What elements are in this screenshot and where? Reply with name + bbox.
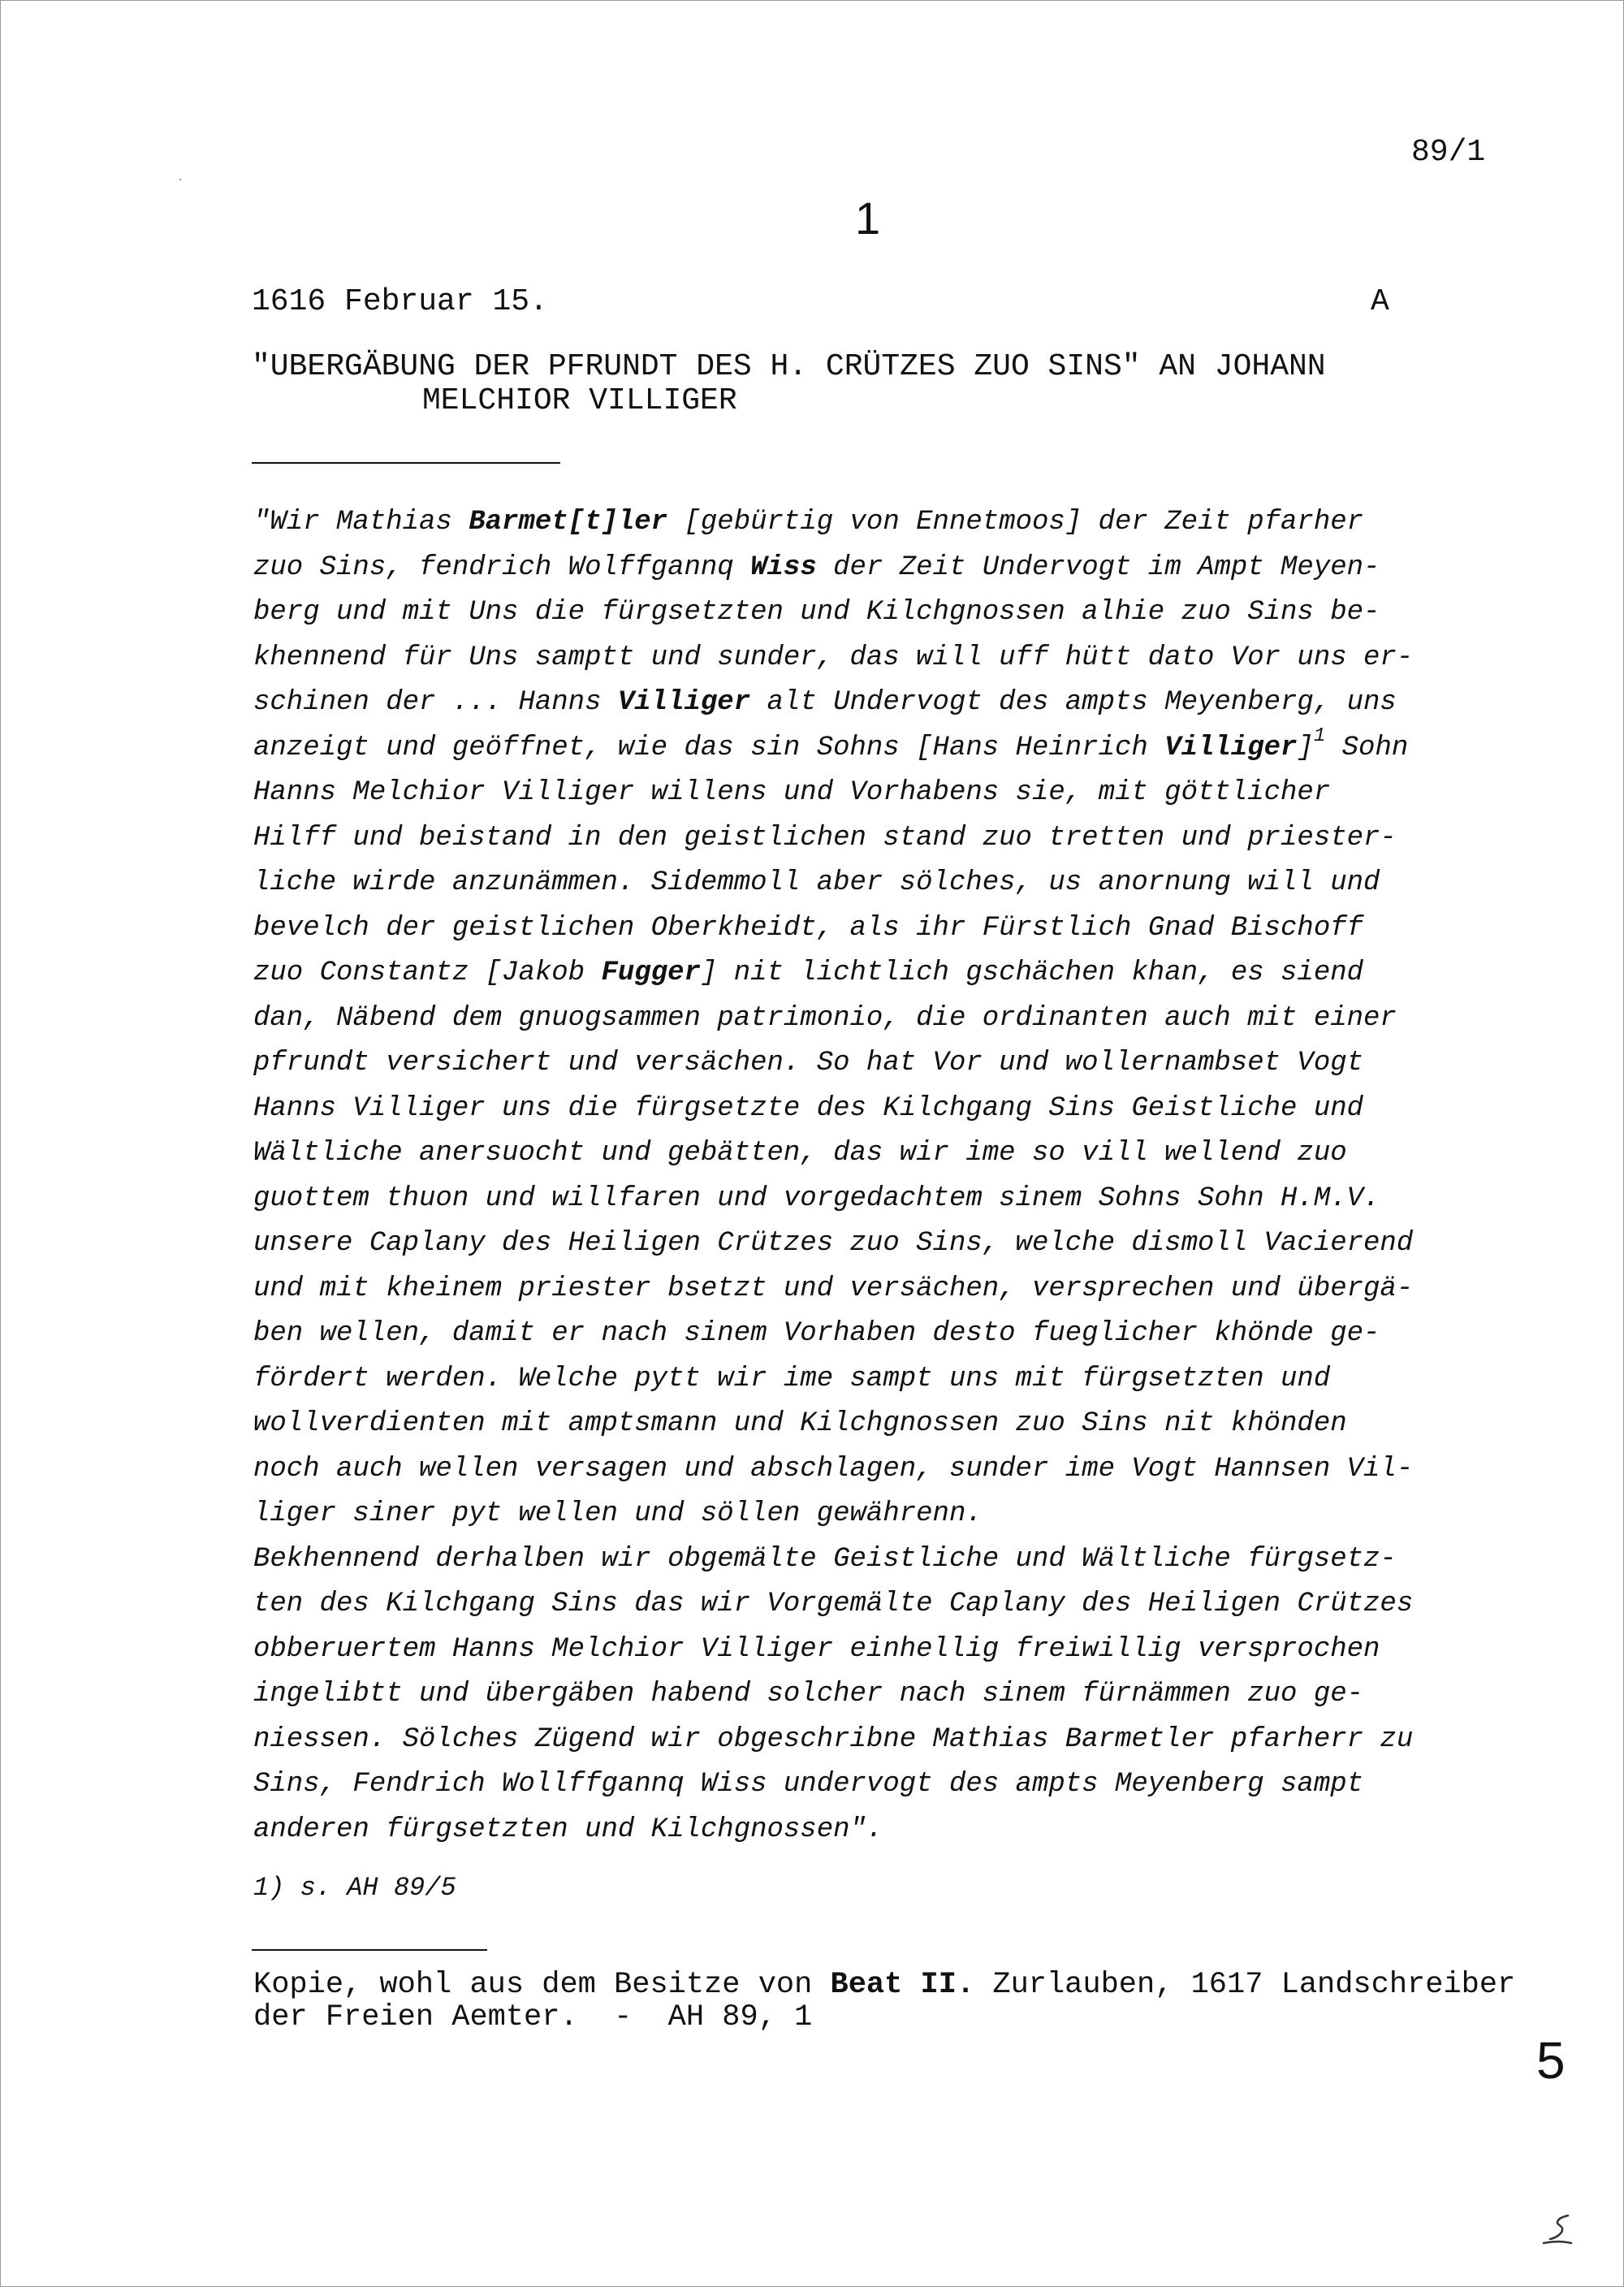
body-line: khennend für Uns samptt und sunder, das will uff hütt dato Vor uns er- [253, 642, 1414, 673]
body-line: Hanns Villiger uns die fürgsetzte des Kilchgang Sins Geistliche und [253, 1092, 1364, 1124]
body-line: ingelibtt und übergäben habend solcher nach sinem fürnämmen zuo ge- [253, 1679, 1364, 1710]
body-line: wollverdienten mit amptsmann und Kilchgnossen zuo Sins nit khönden [253, 1408, 1347, 1439]
pencil-scribble-icon [1537, 2211, 1576, 2250]
body-line: pfrundt versichert und versächen. So hat Vor und wollernambset Vogt [253, 1048, 1364, 1079]
page-reference: 89/1 [1411, 135, 1486, 170]
footnote: 1) s. AH 89/5 [253, 1873, 456, 1903]
body-line: noch auch wellen versagen und abschlagen, sunder ime Vogt Hannsen Vil- [253, 1453, 1414, 1485]
document-number: 1 [855, 192, 881, 244]
person-name: Villiger [1164, 732, 1298, 763]
body-line: unsere Caplany des Heiligen Crützes zuo Sins, welche dismoll Vacierend [253, 1228, 1414, 1259]
margin-page-number: 5 [1536, 2031, 1566, 2090]
body-line: anderen fürgsetzten und Kilchgnossen". [253, 1814, 883, 1845]
person-name: Wiss [750, 551, 817, 583]
body-line: obberuertem Hanns Melchior Villiger einhellig freiwillig versprochen [253, 1633, 1380, 1665]
body-line: "Wir Mathias Barmet[t]ler [gebürtig von Ennetmoos] der Zeit pfarher [253, 507, 1364, 538]
body-line: guottem thuon und willfaren und vorgedachtem sinem Sohns Sohn H.M.V. [253, 1182, 1380, 1214]
footer-divider [252, 1949, 487, 1951]
body-line: Sins, Fendrich Wollffgannq Wiss undervogt des ampts Meyenberg sampt [253, 1769, 1364, 1800]
document-title-line-1: "UBERGÄBUNG DER PFRUNDT DES H. CRÜTZES ZUO SINS" AN JOHANN [252, 349, 1326, 384]
body-line: Bekhennend derhalben wir obgemälte Geistliche und Wältliche fürgsetz- [253, 1543, 1397, 1575]
body-line: Hilff und beistand in den geistlichen stand zuo tretten und priester- [253, 822, 1397, 854]
body-line: Hanns Melchior Villiger willens und Vorhabens sie, mit göttlicher [253, 777, 1331, 808]
body-line: anzeigt und geöffnet, wie das sin Sohns [Hans Heinrich Villiger]$^1$ Sohn [253, 725, 1409, 763]
person-name: Villiger [617, 687, 751, 718]
body-line: schinen der ... Hanns Villiger alt Undervogt des ampts Meyenberg, uns [253, 687, 1397, 718]
body-line: bevelch der geistlichen Oberkheidt, als ihr Fürstlich Gnad Bischoff [253, 912, 1364, 944]
document-body [253, 500, 1413, 1853]
document-type-marker: A [1371, 284, 1389, 319]
body-line: niessen. Sölches Zügend wir obgeschribne Mathias Barmetler pfarherr zu [253, 1723, 1414, 1755]
body-line: Wältliche anersuocht und gebätten, das wir ime so vill wellend zuo [253, 1138, 1347, 1169]
document-title-line-2: MELCHIOR VILLIGER [422, 383, 737, 418]
body-line: dan, Näbend dem gnuogsammen patrimonio, die ordinanten auch mit einer [253, 1002, 1397, 1034]
body-line: berg und mit Uns die fürgsetzten und Kilchgnossen alhie zuo Sins be- [253, 597, 1380, 628]
document-date: 1616 Februar 15. [252, 284, 548, 319]
person-name: Barmet[t]ler [469, 507, 668, 538]
body-line: ten des Kilchgang Sins das wir Vorgemälte Caplany des Heiligen Crützes [253, 1589, 1414, 1619]
body-line: und mit kheinem priester bsetzt und versächen, versprechen und übergä- [253, 1273, 1414, 1304]
body-line: zuo Constantz [Jakob Fugger] nit lichtlich gschächen khan, es siend [253, 958, 1364, 988]
person-name: Fugger [601, 958, 701, 988]
body-line: liche wirde anzunämmen. Sidemmoll aber sölches, us anornung will und [253, 867, 1380, 898]
body-line: ben wellen, damit er nach sinem Vorhaben desto fueglicher khönde ge- [253, 1318, 1380, 1349]
header-divider [252, 462, 560, 464]
scan-speck [179, 179, 181, 180]
body-line: liger siner pyt wellen und söllen gewährenn. [253, 1498, 983, 1529]
source-note-line-2: der Freien Aemter. - AH 89, 1 [253, 2000, 813, 2034]
body-line: fördert werden. Welche pytt wir ime sampt uns mit fürgsetzten und [253, 1363, 1331, 1394]
body-line: zuo Sins, fendrich Wolffgannq Wiss der Zeit Undervogt im Ampt Meyen- [253, 551, 1380, 583]
source-note [253, 1969, 1515, 2034]
person-name: Beat II. [830, 1968, 975, 2002]
footnote-marker: 1 [1313, 725, 1326, 748]
source-note-line-1: Kopie, wohl aus dem Besitze von Beat II. Zurlauben, 1617 Landschreiber [253, 1968, 1516, 2002]
